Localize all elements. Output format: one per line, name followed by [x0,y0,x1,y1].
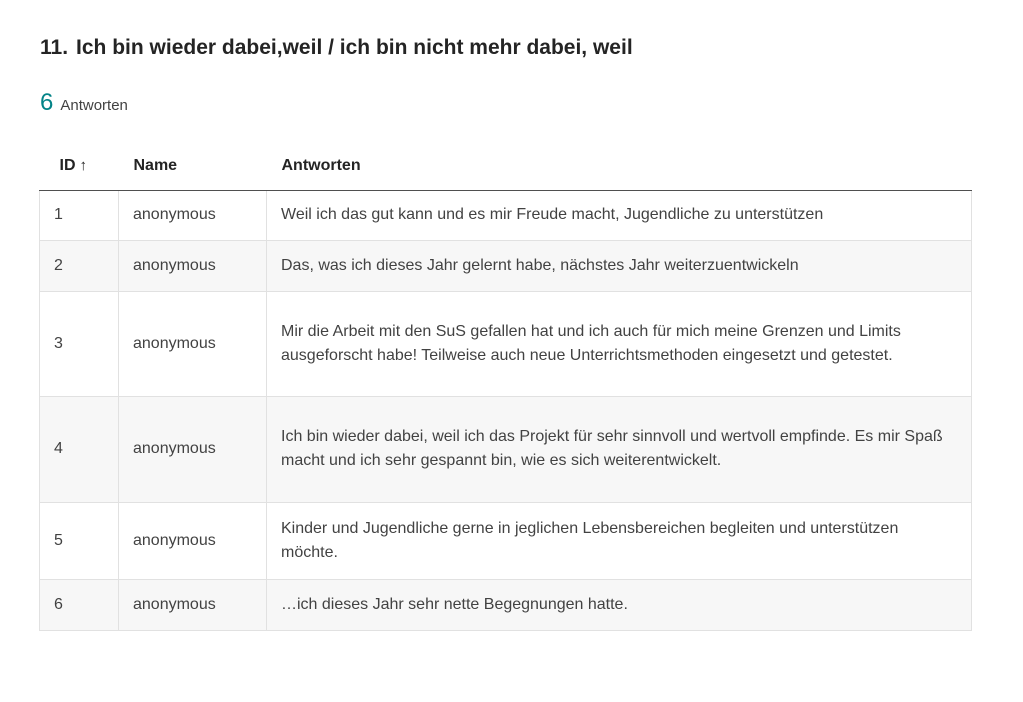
cell-name: anonymous [119,190,267,240]
table-row [40,396,972,502]
question-title [40,36,633,60]
response-count: 6 [40,89,54,116]
question-number: 11. [40,36,69,59]
cell-answer: …ich dieses Jahr sehr nette Begegnungen hatte. [267,579,972,630]
cell-id: 2 [40,240,119,291]
cell-answer: Das, was ich dieses Jahr gelernt habe, nächstes Jahr weiterzuentwickeln [267,240,972,291]
question-text: Ich bin wieder dabei,weil / ich bin nicht mehr dabei, weil [76,36,633,59]
table-row [40,502,972,579]
cell-name: anonymous [119,291,267,396]
column-header-name[interactable] [119,143,267,190]
cell-name: anonymous [119,396,267,502]
table-row [40,579,972,630]
response-count-label: Antworten [60,97,128,114]
cell-answer: Mir die Arbeit mit den SuS gefallen hat und ich auch für mich meine Grenzen und Limits ausgeforscht habe! Teilweise auch neue Unterrichtsmethoden eingesetzt und getestet. [267,291,972,396]
column-header-answers-label: Antworten [281,157,361,175]
cell-id: 5 [40,502,119,579]
table-row [40,190,972,240]
response-summary [40,89,128,117]
table-row [40,291,972,396]
table-row [40,240,972,291]
cell-answer: Ich bin wieder dabei, weil ich das Projekt für sehr sinnvoll und wertvoll empfinde. Es mir Spaß macht und ich sehr gespannt bin, wie es sich weiterentwickelt. [267,396,972,502]
cell-name: anonymous [119,502,267,579]
cell-name: anonymous [119,240,267,291]
cell-answer: Kinder und Jugendliche gerne in jeglichen Lebensbereichen begleiten und unterstützen möchte. [267,502,972,579]
cell-id: 3 [40,291,119,396]
cell-id: 4 [40,396,119,502]
column-header-name-label: Name [133,157,178,175]
column-header-id[interactable] [40,143,119,190]
cell-name: anonymous [119,579,267,630]
responses-table [39,143,972,631]
column-header-answers[interactable] [267,143,972,190]
sort-ascending-icon[interactable]: ↑ [79,157,87,175]
cell-id: 1 [40,190,119,240]
table-header-row [40,143,972,190]
cell-answer: Weil ich das gut kann und es mir Freude macht, Jugendliche zu unterstützen [267,190,972,240]
cell-id: 6 [40,579,119,630]
column-header-id-label: ID [59,157,76,175]
